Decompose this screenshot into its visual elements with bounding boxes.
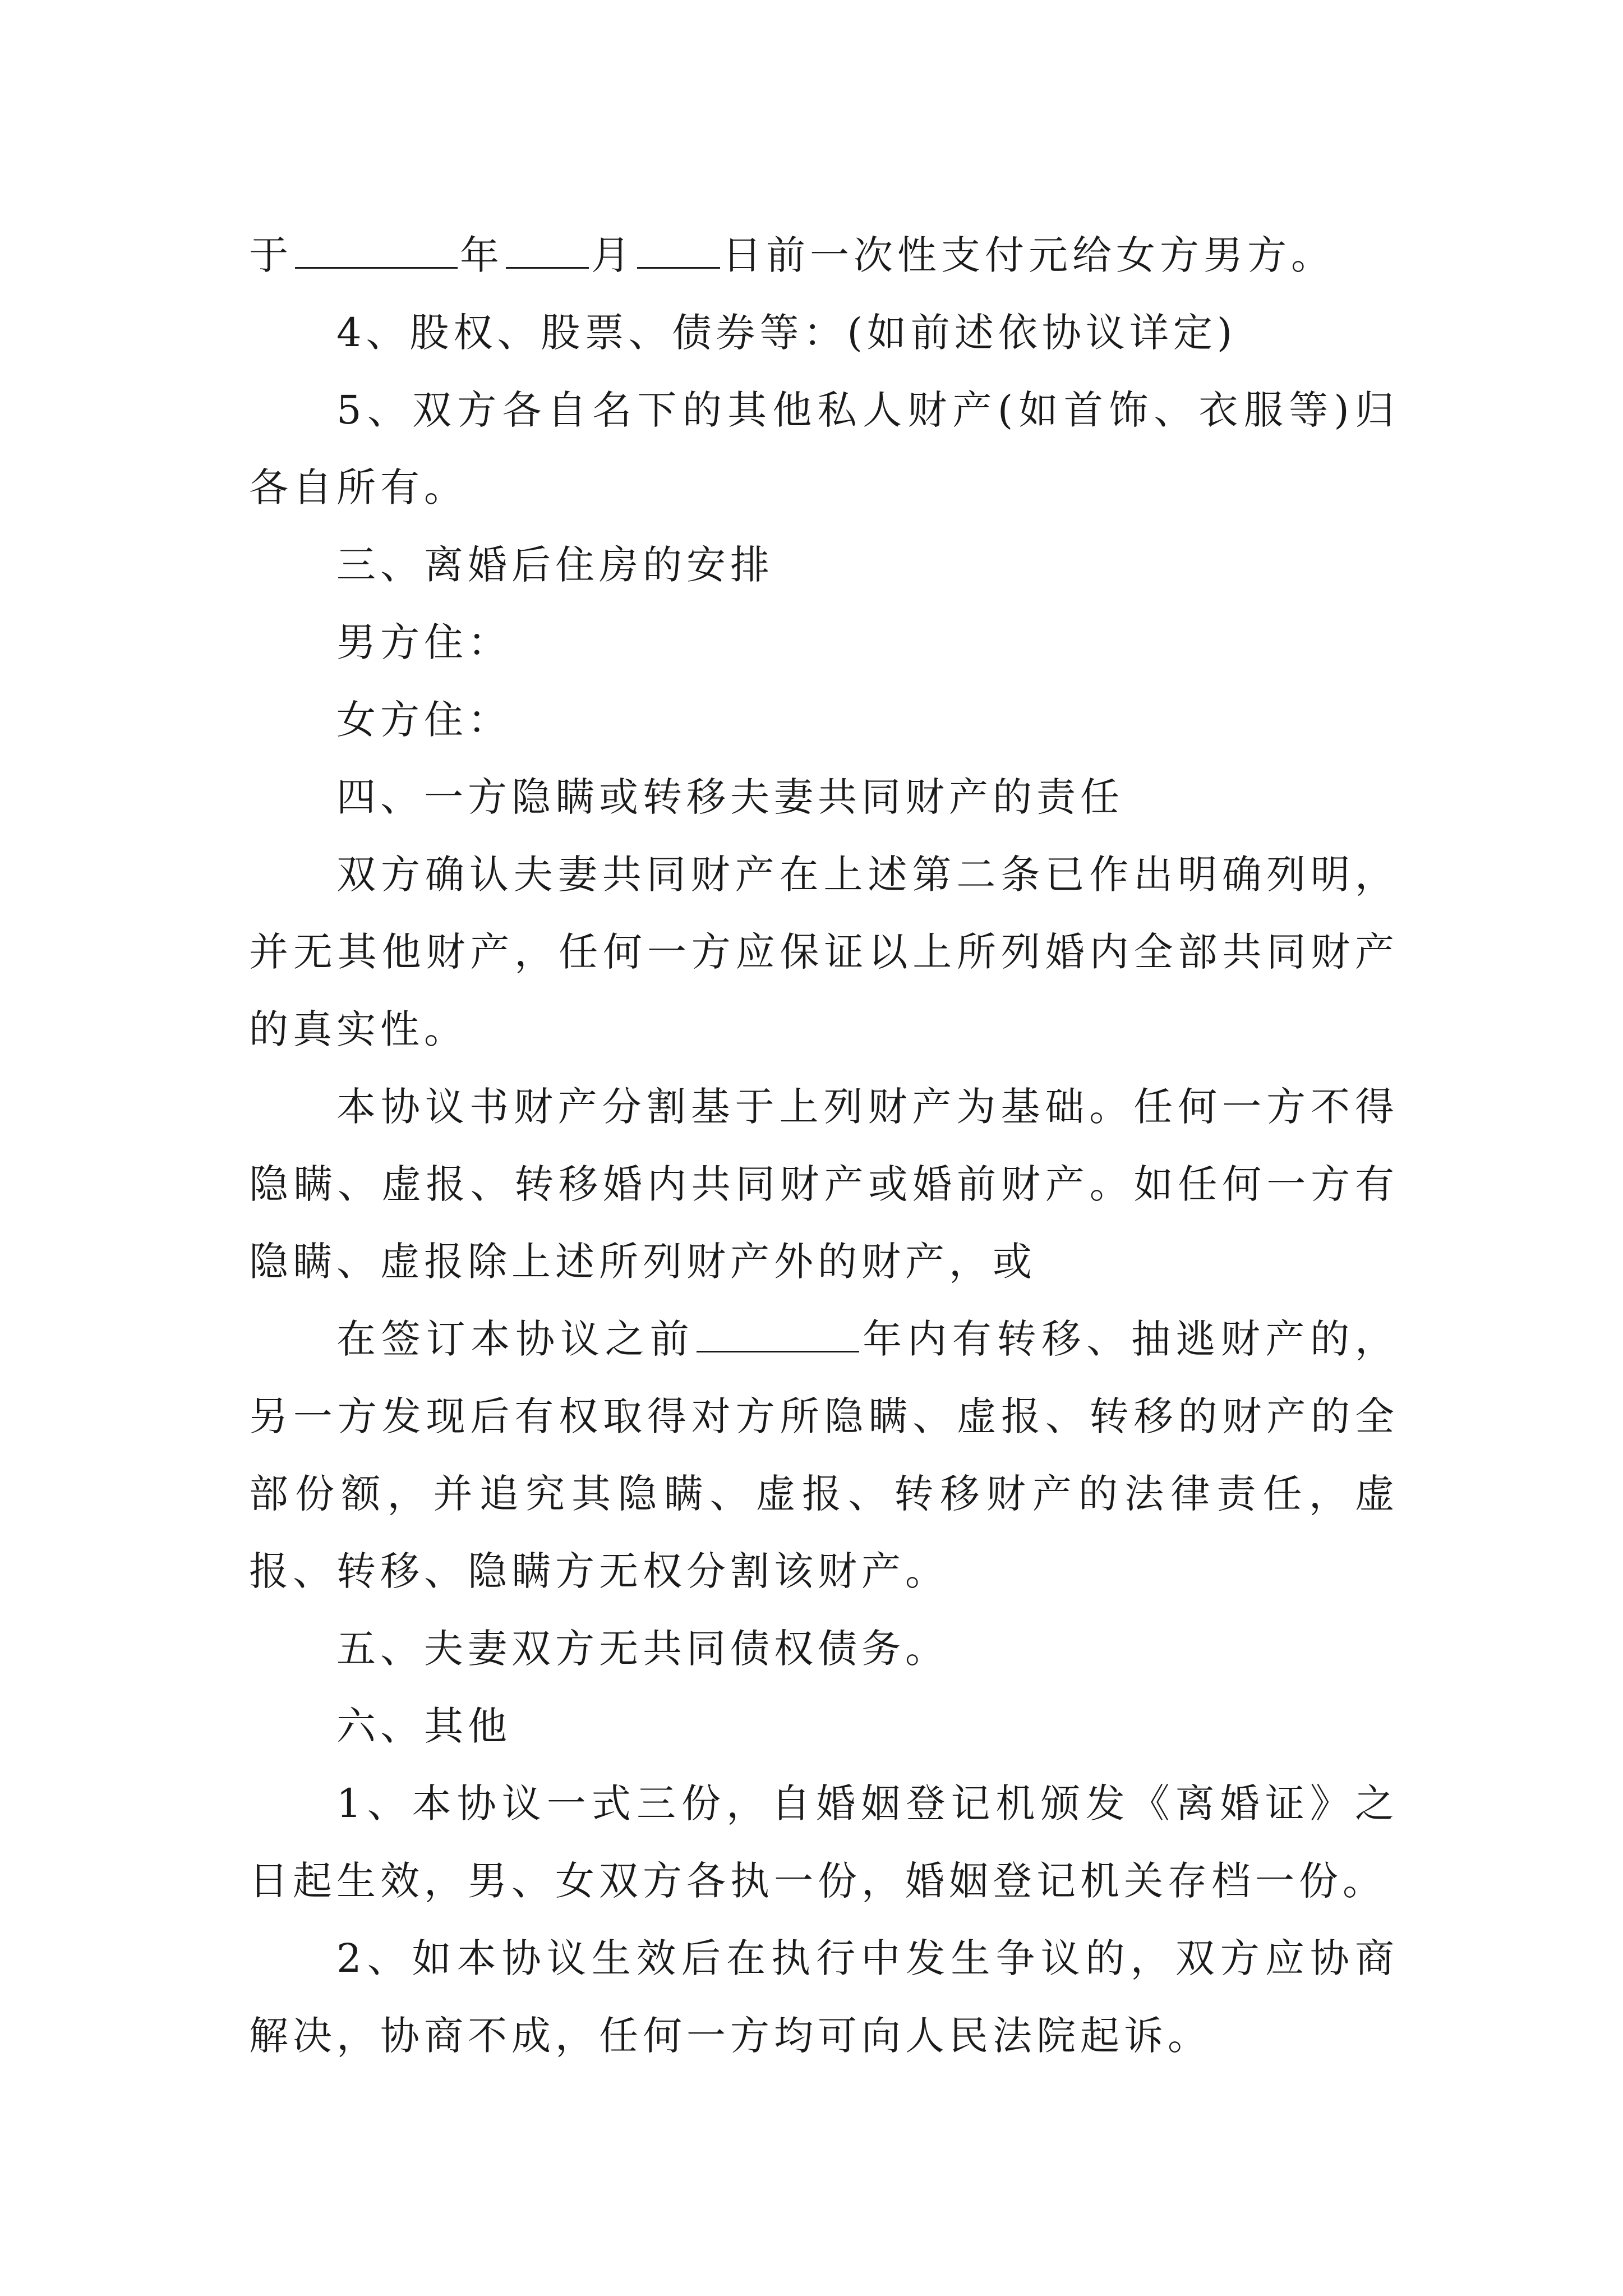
dispute-clause: 2、如本协议生效后在执行中发生争议的，双方应协商解决，协商不成，任何一方均可向人民法院起诉。	[249, 1935, 1399, 2059]
property-confirmation-paragraph: 双方确认夫妻共同财产在上述第二条已作出明确列明，并无其他财产，任何一方应保证以上所列婚内全部共同财产的真实性。	[249, 852, 1399, 1052]
copies-clause: 1、本协议一式三份，自婚姻登记机颁发《离婚证》之日起生效，男、女双方各执一份，婚姻登记机关存档一份。	[249, 1780, 1399, 1904]
personal-property-clause: 5、双方各自名下的其他私人财产(如首饰、衣服等)归各自所有。	[249, 387, 1399, 510]
section-heading-debts: 五、夫妻双方无共同债权债务。	[336, 1626, 949, 1672]
female-residence-line: 女方住：	[336, 697, 511, 743]
text-segment: 日前一次性支付元给女方男方。	[722, 232, 1335, 278]
years-blank-field	[697, 1310, 859, 1352]
section-heading-concealment: 四、一方隐瞒或转移夫妻共同财产的责任	[336, 774, 1124, 820]
property-division-paragraph: 本协议书财产分割基于上列财产为基础。任何一方不得隐瞒、虚报、转移婚内共同财产或婚前财产。如任何一方有隐瞒、虚报除上述所列财产外的财产，或	[249, 1084, 1399, 1285]
equity-clause: 4、股权、股票、债券等：(如前述依协议详定)	[336, 310, 1237, 356]
text-segment: 月	[591, 232, 635, 278]
text-segment: 年内有转移、抽逃财产的，另一方发现后有权取得对方所隐瞒、虚报、转移的财产的全部份额，并追究其隐瞒、虚报、转移财产的法律责任，虚报、转移、隐瞒方无权分割该财产。	[249, 1316, 1399, 1594]
transfer-liability-paragraph	[249, 1300, 1399, 1610]
text-segment: 年	[460, 232, 504, 278]
month-blank-field	[506, 227, 589, 269]
year-blank-field	[295, 227, 458, 269]
text-segment: 于	[249, 232, 293, 278]
section-heading-housing: 三、离婚后住房的安排	[336, 542, 774, 588]
payment-deadline-paragraph	[249, 217, 1399, 294]
text-segment: 在签订本协议之前	[336, 1316, 695, 1362]
male-residence-line: 男方住：	[336, 619, 511, 665]
document-body	[249, 217, 1399, 2074]
day-blank-field	[637, 227, 720, 269]
section-heading-other: 六、其他	[336, 1703, 511, 1749]
